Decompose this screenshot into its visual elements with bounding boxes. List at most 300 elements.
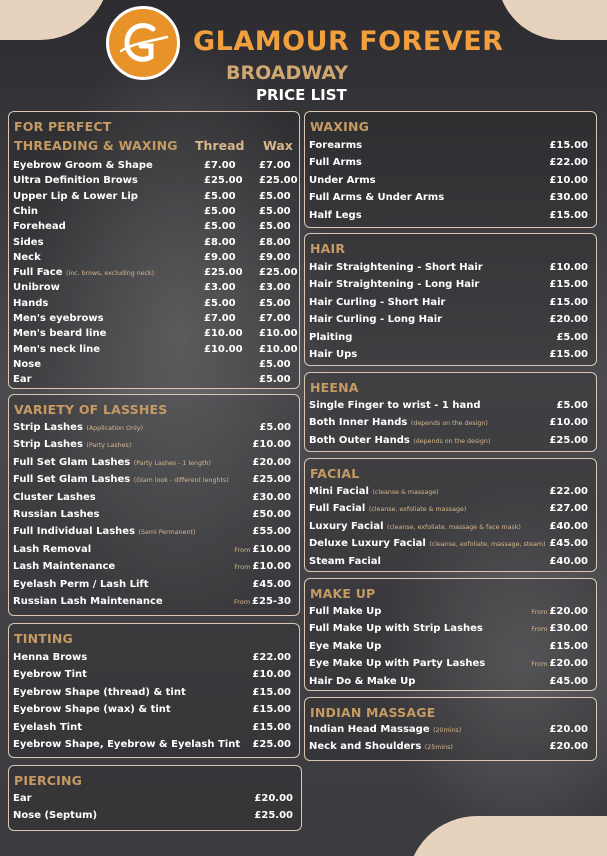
service-name	[13, 722, 82, 733]
heena-panel	[304, 372, 597, 452]
service-name	[309, 556, 381, 567]
service-note: (20mins)	[433, 727, 462, 734]
service-name	[309, 623, 483, 634]
wax-column-header: Wax	[263, 138, 293, 153]
price-row	[305, 262, 596, 277]
lashes-title: VARIETY OF LASSHES	[14, 402, 168, 417]
service-price	[549, 314, 588, 325]
price-row	[9, 579, 299, 594]
price-value: £5.00	[556, 331, 588, 343]
price-row	[9, 509, 299, 524]
service-name	[13, 596, 163, 607]
wax-price: £25.00	[259, 267, 298, 279]
service-label: Strip Lashes	[13, 422, 83, 433]
price-row	[9, 704, 299, 719]
price-row	[305, 606, 596, 621]
price-row	[9, 739, 299, 754]
service-price	[549, 210, 588, 221]
price-row	[9, 267, 299, 282]
service-name	[13, 561, 115, 572]
price-row	[9, 669, 299, 684]
service-label: Eyelash Tint	[13, 721, 83, 733]
price-row	[305, 623, 596, 638]
price-value: £27.00	[549, 503, 588, 515]
price-value: £30.00	[252, 491, 291, 503]
service-name	[309, 641, 381, 652]
service-price	[549, 262, 588, 273]
service-name	[13, 175, 138, 186]
price-value: £15.00	[252, 721, 291, 733]
price-value: £25-30	[252, 596, 291, 607]
service-name	[13, 252, 41, 263]
thread-price: £8.00	[204, 236, 236, 248]
service-name	[13, 422, 143, 433]
logo-g-icon	[113, 13, 173, 73]
service-price	[234, 544, 291, 555]
price-row	[9, 252, 299, 267]
price-row	[9, 237, 299, 252]
service-price	[549, 641, 588, 652]
thread-price: £5.00	[204, 205, 236, 217]
price-row	[305, 314, 596, 329]
service-price	[549, 279, 588, 290]
service-price	[531, 606, 588, 617]
piercing-panel	[8, 765, 302, 831]
threading-title-line2: THREADING & WAXING	[14, 138, 178, 153]
wax-price: £5.00	[259, 297, 291, 309]
piercing-title: PIERCING	[14, 773, 83, 788]
service-price	[549, 175, 588, 186]
service-price	[549, 297, 588, 308]
service-label: Chin	[13, 205, 39, 217]
price-row	[305, 400, 596, 415]
thread-price: £25.00	[204, 175, 243, 187]
price-value: £5.00	[556, 400, 588, 411]
service-price	[549, 724, 588, 735]
price-value: £22.00	[252, 652, 291, 663]
service-label: Under Arms	[309, 174, 376, 186]
service-note: (inc. brows, excluding neck)	[65, 270, 155, 278]
decorative-corner-shape	[407, 816, 607, 856]
wax-price: £10.00	[259, 343, 298, 355]
service-price	[252, 652, 291, 663]
tinting-title: TINTING	[14, 631, 73, 646]
service-name	[13, 344, 100, 355]
service-label: Forehead	[13, 221, 66, 233]
service-name	[309, 676, 415, 687]
waxing-panel	[304, 111, 597, 228]
facial-panel	[304, 458, 597, 572]
service-name	[309, 314, 442, 325]
price-row	[305, 349, 596, 364]
price-value: £25.00	[549, 434, 588, 446]
service-price	[549, 676, 588, 687]
service-label: Upper Lip & Lower Lip	[13, 190, 138, 202]
price-value: £20.00	[549, 724, 588, 735]
price-value: £45.00	[549, 675, 588, 687]
service-name	[309, 175, 376, 186]
service-name	[309, 521, 521, 532]
massage-title: INDIAN MASSAGE	[310, 705, 436, 720]
service-name	[13, 160, 153, 171]
price-value: £10.00	[252, 669, 291, 681]
service-price	[254, 810, 293, 821]
price-row	[305, 521, 596, 536]
service-label: Men's neck line	[13, 343, 101, 355]
service-name	[13, 526, 195, 537]
service-label: Full Arms	[309, 157, 362, 169]
service-label: Hair Curling - Long Hair	[309, 314, 443, 326]
from-label: From	[531, 608, 548, 616]
service-name	[13, 492, 96, 503]
service-price	[252, 509, 291, 520]
price-row	[305, 175, 596, 190]
service-name	[309, 606, 381, 617]
service-label: Single Finger to wrist - 1 hand	[309, 400, 481, 411]
service-price	[549, 503, 588, 514]
price-row	[9, 206, 299, 221]
service-name	[309, 417, 488, 428]
service-label: Mini Facial	[309, 486, 369, 497]
service-name	[309, 140, 362, 151]
price-row	[9, 282, 299, 297]
service-label: Men's eyebrows	[13, 313, 104, 324]
service-price	[252, 739, 291, 750]
price-row	[9, 652, 299, 667]
price-value: £10.00	[549, 262, 588, 273]
price-value: £22.00	[549, 486, 588, 497]
service-name	[309, 262, 483, 273]
from-label: From	[233, 598, 251, 606]
service-name	[309, 658, 485, 669]
service-price	[252, 457, 291, 468]
hair-title: HAIR	[310, 241, 346, 256]
wax-price: £5.00	[259, 358, 291, 370]
price-value: £50.00	[252, 509, 291, 520]
service-price	[252, 704, 291, 715]
service-label: Nose	[13, 358, 41, 370]
service-label: Hair Do & Make Up	[309, 675, 416, 687]
wax-price: £5.00	[259, 374, 291, 386]
service-price	[252, 439, 291, 450]
service-note: (depends on the design)	[413, 437, 491, 445]
service-name	[309, 279, 479, 290]
wax-price: £5.00	[259, 190, 291, 202]
service-price	[549, 417, 588, 428]
price-value: £15.00	[549, 296, 588, 308]
service-name	[13, 313, 104, 324]
service-price	[234, 596, 291, 607]
service-name	[13, 687, 186, 698]
service-name	[13, 793, 32, 804]
service-label: Lash Removal	[13, 543, 92, 555]
lashes-panel	[8, 394, 300, 616]
service-name	[13, 359, 41, 370]
service-note: (Glam look - different lenghts)	[133, 477, 229, 485]
service-label: Russian Lash Maintenance	[13, 596, 163, 607]
service-label: Hair Ups	[309, 349, 358, 360]
service-name	[13, 206, 38, 217]
service-label: Ear	[13, 793, 32, 804]
service-name	[13, 810, 97, 821]
price-row	[9, 722, 299, 737]
price-row	[9, 374, 299, 389]
service-name	[13, 652, 87, 663]
service-label: Lash Maintenance	[13, 561, 116, 573]
price-row	[305, 658, 596, 673]
service-price	[252, 669, 291, 680]
service-name	[13, 579, 149, 590]
service-note: (25mins)	[424, 744, 453, 752]
service-price	[556, 400, 588, 411]
price-row	[305, 538, 596, 553]
service-label: Plaiting	[309, 331, 353, 343]
heena-title: HEENA	[310, 380, 359, 395]
service-price	[549, 140, 588, 151]
service-note: (cleanse, exfoliate, massage & face mask)	[387, 523, 521, 531]
service-name	[13, 328, 106, 339]
service-label: Full Arms & Under Arms	[309, 192, 445, 204]
service-label: Henna Brows	[13, 652, 88, 663]
service-label: Strip Lashes	[13, 439, 83, 451]
service-label: Full Facial	[309, 503, 366, 515]
service-note: (depends on the design)	[410, 420, 488, 428]
service-name	[309, 435, 490, 446]
decorative-corner-shape	[497, 0, 607, 40]
price-value: £20.00	[254, 793, 293, 804]
service-name	[13, 704, 171, 715]
service-label: Neck	[13, 251, 41, 263]
price-value: £20.00	[549, 314, 588, 326]
price-row	[305, 486, 596, 501]
price-value: £55.00	[252, 526, 291, 538]
page-title: PRICE LIST	[256, 86, 347, 104]
service-name	[13, 544, 91, 555]
service-label: Steam Facial	[309, 555, 381, 567]
service-price	[259, 422, 291, 433]
price-row	[9, 457, 299, 472]
price-value: £10.00	[252, 561, 291, 573]
service-price	[549, 538, 588, 549]
service-name	[309, 503, 466, 514]
price-row	[9, 544, 299, 559]
service-name	[309, 210, 362, 221]
service-name	[13, 374, 32, 385]
service-label: Indian Head Massage	[309, 724, 430, 735]
service-name	[13, 439, 131, 450]
price-value: £15.00	[549, 279, 588, 291]
wax-price: £3.00	[259, 282, 291, 294]
price-row	[9, 175, 299, 190]
service-name	[309, 297, 445, 308]
price-row	[305, 297, 596, 312]
service-label: Ear	[13, 374, 32, 386]
wax-price: £5.00	[259, 221, 291, 233]
price-value: £25.00	[252, 739, 291, 750]
service-price	[549, 556, 588, 567]
service-name	[13, 237, 44, 248]
service-name	[309, 724, 461, 735]
service-price	[252, 687, 291, 698]
service-note: (cleanse, exfoliate & massage)	[368, 506, 467, 514]
price-value: £30.00	[549, 623, 588, 635]
price-row	[9, 344, 299, 359]
price-value: £25.00	[254, 810, 293, 822]
service-label: Eye Make Up	[309, 640, 382, 652]
price-value: £20.00	[549, 741, 588, 753]
price-value: £22.00	[549, 157, 588, 169]
price-row	[9, 526, 299, 541]
service-label: Full Make Up with Strip Lashes	[309, 623, 483, 635]
service-price	[549, 486, 588, 497]
price-row	[9, 561, 299, 576]
thread-price: £9.00	[204, 251, 236, 263]
service-label: Ultra Definition Brows	[13, 175, 138, 187]
service-price	[549, 521, 588, 532]
price-row	[9, 298, 299, 313]
price-row	[305, 641, 596, 656]
wax-price: £9.00	[259, 251, 291, 263]
price-row	[9, 492, 299, 507]
wax-price: £5.00	[259, 205, 291, 217]
service-price	[252, 474, 291, 485]
price-value: £15.00	[549, 209, 588, 221]
service-label: Eyelash Perm / Lash Lift	[13, 578, 149, 590]
indian-massage-panel	[304, 697, 597, 761]
service-price	[556, 332, 588, 343]
makeup-panel	[304, 578, 597, 691]
service-label: Russian Lashes	[13, 509, 100, 520]
price-row	[9, 313, 299, 328]
brand-location: BROADWAY	[226, 62, 348, 84]
service-name	[13, 221, 66, 232]
price-row	[9, 439, 299, 454]
price-row	[305, 332, 596, 347]
service-price	[549, 741, 588, 752]
price-row	[9, 359, 299, 374]
from-label: From	[531, 660, 548, 669]
price-row	[305, 210, 596, 225]
decorative-corner-shape	[0, 0, 110, 40]
service-name	[309, 332, 352, 343]
service-label: Eyebrow Shape, Eyebrow & Eyelash Tint	[13, 739, 241, 750]
thread-price: £10.00	[204, 328, 243, 340]
service-price	[254, 793, 293, 804]
service-label: Cluster Lashes	[13, 491, 96, 503]
service-name	[309, 349, 357, 360]
service-name	[309, 741, 453, 752]
service-label: Half Legs	[309, 209, 362, 221]
wax-price: £10.00	[259, 328, 298, 340]
price-row	[305, 192, 596, 207]
service-label: Eyebrow Groom & Shape	[13, 160, 153, 171]
service-label: Both Outer Hands	[309, 434, 410, 446]
price-row	[9, 221, 299, 236]
thread-price: £5.00	[204, 297, 236, 309]
service-note: (cleanse, exfoliate, massage, steam)	[429, 541, 546, 549]
price-row	[9, 422, 299, 437]
service-label: Full Face	[13, 267, 63, 279]
price-value: £20.00	[252, 456, 291, 468]
price-value: £10.00	[252, 543, 291, 555]
threading-waxing-panel	[8, 111, 300, 389]
price-row	[9, 160, 299, 175]
price-value: £25.00	[252, 474, 291, 486]
price-row	[305, 417, 596, 432]
service-label: Hair Straightening - Short Hair	[309, 262, 483, 273]
service-note: (Semi Permanent)	[138, 529, 196, 537]
service-price	[549, 192, 588, 203]
price-value: £10.00	[252, 439, 291, 451]
service-price	[549, 157, 588, 168]
service-name	[309, 157, 362, 168]
price-row	[9, 793, 301, 808]
service-name	[309, 486, 439, 497]
thread-price: £7.00	[204, 160, 236, 171]
price-value: £45.00	[252, 578, 291, 590]
price-row	[9, 810, 301, 825]
price-row	[305, 556, 596, 571]
service-label: Eye Make Up with Party Lashes	[309, 658, 486, 670]
service-name	[13, 191, 138, 202]
price-row	[9, 191, 299, 206]
price-row	[9, 474, 299, 489]
service-price	[531, 658, 588, 669]
price-row	[305, 435, 596, 450]
service-label: Hands	[13, 297, 49, 309]
price-row	[9, 328, 299, 343]
price-value: £15.00	[549, 140, 588, 151]
price-value: £5.00	[259, 422, 291, 433]
price-row	[305, 741, 596, 756]
from-label: From	[234, 563, 251, 572]
price-value: £15.00	[252, 686, 291, 698]
price-value: £40.00	[549, 520, 588, 532]
wax-price: £25.00	[259, 175, 298, 187]
from-label: From	[234, 545, 251, 554]
service-name	[13, 669, 87, 680]
price-value: £15.00	[549, 640, 588, 652]
service-price	[252, 579, 291, 590]
thread-price: £3.00	[204, 282, 236, 294]
wax-price: £7.00	[259, 160, 291, 171]
from-label: From	[531, 625, 548, 634]
tinting-panel	[8, 623, 300, 758]
service-name	[13, 298, 48, 309]
service-label: Eyebrow Shape (wax) & tint	[13, 704, 171, 716]
hair-panel	[304, 233, 597, 366]
service-label: Nose (Septum)	[13, 810, 98, 822]
service-label: Men's beard line	[13, 328, 107, 340]
waxing-title: WAXING	[310, 119, 370, 134]
price-row	[305, 279, 596, 294]
price-row	[305, 157, 596, 172]
service-label: Forearms	[309, 140, 363, 151]
makeup-title: MAKE UP	[310, 586, 376, 601]
service-note: (Application Only)	[86, 425, 143, 432]
service-name	[309, 192, 444, 203]
service-note: (Party Lashes)	[86, 442, 132, 450]
price-value: £15.00	[252, 704, 291, 716]
service-name	[13, 282, 60, 293]
price-value: £30.00	[549, 192, 588, 204]
threading-title-line1: FOR PERFECT	[14, 119, 112, 134]
service-name	[13, 267, 154, 278]
brand-title: GLAMOUR FOREVER	[193, 26, 504, 57]
service-note: (cleanse & massage)	[372, 489, 439, 496]
price-value: £45.00	[549, 538, 588, 550]
thread-price: £10.00	[204, 343, 243, 355]
